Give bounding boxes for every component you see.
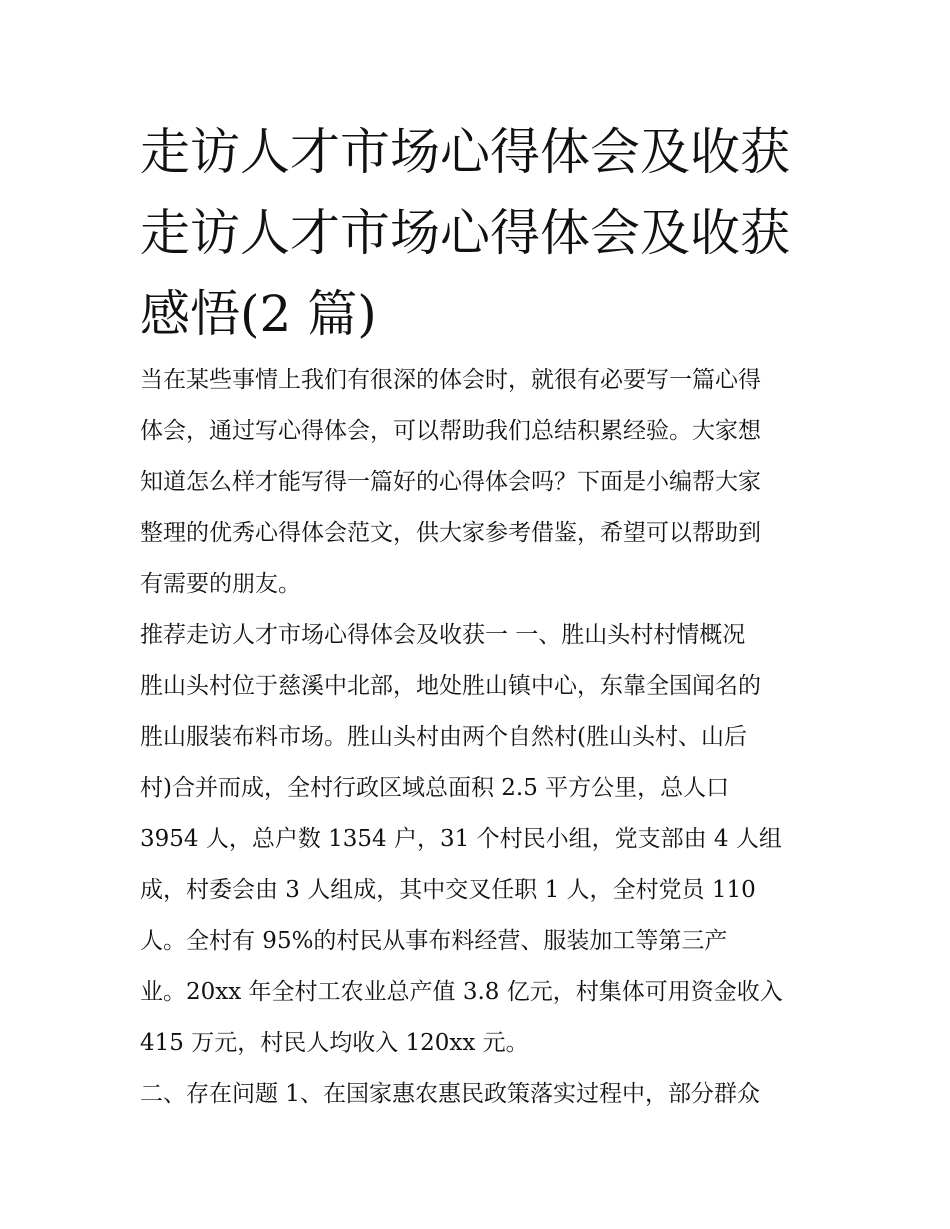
intro-paragraph [140, 355, 820, 610]
text-line: 当在某些事情上我们有很深的体会时，就很有必要写一篇心得 [140, 367, 761, 393]
document-body [140, 355, 820, 1120]
text-line: 村)合并而成，全村行政区域总面积 2.5 平方公里，总人口 [140, 775, 730, 801]
text-line: 有需要的朋友。 [140, 571, 301, 597]
text-line: 胜山服装布料市场。胜山头村由两个自然村(胜山头村、山后 [140, 724, 747, 750]
text-line: 人。全村有 95%的村民从事布料经营、服装加工等第三产 [140, 928, 728, 954]
text-line: 整理的优秀心得体会范文，供大家参考借鉴，希望可以帮助到 [140, 520, 761, 546]
text-line: 415 万元，村民人均收入 120xx 元。 [140, 1030, 529, 1056]
title-line: 走访人才市场心得体会及收获 [140, 204, 790, 262]
text-line: 成，村委会由 3 人组成，其中交叉任职 1 人，全村党员 110 [140, 877, 756, 903]
text-line: 3954 人，总户数 1354 户，31 个村民小组，党支部由 4 人组 [140, 826, 782, 852]
text-line: 体会，通过写心得体会，可以帮助我们总结积累经验。大家想 [140, 418, 761, 444]
problems-paragraph [140, 1069, 820, 1120]
title-line: 感悟(2 篇) [140, 285, 377, 343]
document-title [140, 112, 820, 355]
village-overview-paragraph [140, 610, 820, 1069]
text-line: 推荐走访人才市场心得体会及收获一 一、胜山头村村情概况 [140, 622, 746, 648]
text-line: 胜山头村位于慈溪中北部，地处胜山镇中心，东靠全国闻名的 [140, 673, 761, 699]
title-line: 走访人才市场心得体会及收获 [140, 123, 790, 181]
text-line: 知道怎么样才能写得一篇好的心得体会吗？下面是小编帮大家 [140, 469, 761, 495]
text-line: 业。20xx 年全村工农业总产值 3.8 亿元，村集体可用资金收入 [140, 979, 783, 1005]
text-line: 二、存在问题 1、在国家惠农惠民政策落实过程中，部分群众 [140, 1081, 760, 1107]
